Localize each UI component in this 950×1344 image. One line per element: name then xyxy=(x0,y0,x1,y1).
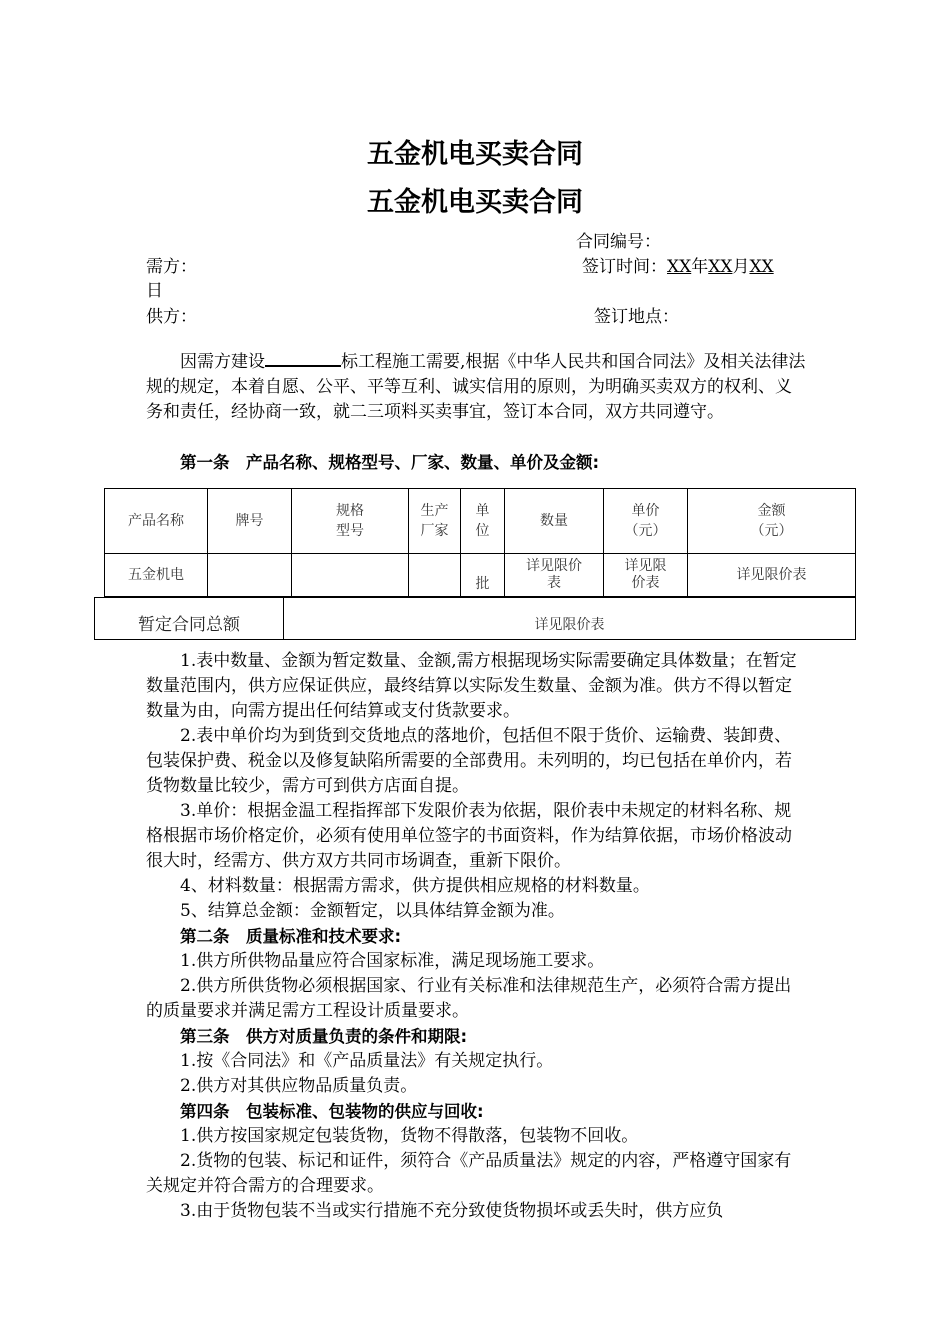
cell-amount: 详见限价表 xyxy=(688,554,856,597)
sign-day-label: 日 xyxy=(146,281,163,301)
note-item: 2.表中单价均为到货到交货地点的落地价，包括但不限于货价、运输费、装卸费、包装保护费、税金以及修复缺陷所需要的全部费用。未列明的，均已包括在单价内，若货物数量比较少，需方可到供方店面自提。 xyxy=(146,726,792,796)
price-cell-line-2: 价表 xyxy=(631,575,660,591)
amount-line-1: 金额 xyxy=(757,503,786,519)
document-subtitle: 五金机电买卖合同 xyxy=(367,187,583,218)
buyer-label: 需方： xyxy=(146,257,197,277)
col-header-qty: 数量 xyxy=(505,489,604,554)
sign-place-label: 签订地点： xyxy=(594,307,679,327)
cell-spec xyxy=(292,554,409,597)
article-4-item: 1.供方按国家规定包装货物，货物不得散落，包装物不回收。 xyxy=(180,1126,639,1146)
total-table xyxy=(94,597,856,640)
sign-day-value: XX xyxy=(749,257,774,277)
article-2-heading: 第二条 质量标准和技术要求: xyxy=(180,927,402,946)
spec-line-2: 型号 xyxy=(336,523,364,539)
sign-time xyxy=(582,252,774,277)
maker-line-1: 生产 xyxy=(420,503,449,519)
article-2-item: 1.供方所供物品量应符合国家标准，满足现场施工要求。 xyxy=(180,951,605,971)
cell-name: 五金机电 xyxy=(105,554,208,597)
table-row xyxy=(105,554,856,597)
sign-year-value: XX xyxy=(667,257,692,277)
article-3-item: 1.按《合同法》和《产品质量法》有关规定执行。 xyxy=(180,1051,554,1071)
table-header-row xyxy=(105,489,856,554)
col-header-price xyxy=(604,489,688,554)
unit-line-1: 单 xyxy=(475,503,490,519)
col-header-spec xyxy=(292,489,409,554)
article-3-heading: 第三条 供方对质量负责的条件和期限: xyxy=(180,1027,468,1046)
cell-qty xyxy=(505,554,604,597)
document-title: 五金机电买卖合同 xyxy=(367,139,583,170)
note-item: 1.表中数量、金额为暂定数量、金额,需方根据现场实际需要确定具体数量；在暂定数量范围内，供方应保证供应，最终结算以实际发生数量、金额为准。供方不得以暂定数量为由，向需方提出任何结算或支付货款要求。 xyxy=(146,651,797,721)
notes-section xyxy=(146,649,806,1224)
col-header-brand: 牌号 xyxy=(208,489,292,554)
project-name-blank xyxy=(265,349,341,367)
article-4-heading: 第四条 包装标准、包装物的供应与回收: xyxy=(180,1102,484,1121)
cell-brand xyxy=(208,554,292,597)
article-4-item: 2.货物的包装、标记和证件，须符合《产品质量法》规定的内容，严格遵守国家有关规定并符合需方的合理要求。 xyxy=(146,1151,792,1196)
total-row xyxy=(95,598,856,640)
total-label: 暂定合同总额 xyxy=(95,598,284,640)
maker-line-2: 厂家 xyxy=(420,523,449,539)
contract-number-label: 合同编号： xyxy=(576,232,661,252)
article-1-heading: 第一条 产品名称、规格型号、厂家、数量、单价及金额: xyxy=(180,453,600,472)
qty-line-1: 详见限价 xyxy=(526,558,582,574)
seller-label: 供方： xyxy=(146,307,197,327)
sign-time-label: 签订时间： xyxy=(582,257,667,277)
amount-line-2: （元） xyxy=(750,523,793,539)
total-value: 详见限价表 xyxy=(284,598,856,640)
unit-line-2: 位 xyxy=(475,523,490,539)
col-header-unit xyxy=(461,489,505,554)
sign-month-value: XX xyxy=(708,257,733,277)
col-header-amount xyxy=(688,489,856,554)
spec-line-1: 规格 xyxy=(336,503,364,519)
price-line-2: （元） xyxy=(624,523,667,539)
price-line-1: 单价 xyxy=(631,503,660,519)
qty-line-2: 表 xyxy=(547,575,561,591)
article-2-item: 2.供方所供货物必须根据国家、行业有关标准和法律规范生产，必须符合需方提出的质量要求并满足需方工程设计质量要求。 xyxy=(146,976,792,1021)
intro-paragraph xyxy=(146,349,806,425)
note-item: 3.单价：根据金温工程指挥部下发限价表为依据，限价表中未规定的材料名称、规格根据市场价格定价，必须有使用单位签字的书面资料，作为结算依据，市场价格波动很大时，经需方、供方双方共同市场调查，重新下限价。 xyxy=(146,801,792,871)
product-table xyxy=(104,488,856,597)
col-header-maker xyxy=(409,489,461,554)
cell-maker xyxy=(409,554,461,597)
price-cell-line-1: 详见限 xyxy=(624,558,667,574)
col-header-name: 产品名称 xyxy=(105,489,208,554)
intro-text-rest: 标工程施工需要,根据《中华人民共和国合同法》及相关法律法规的规定，本着自愿、公平、平等互利、诚实信用的原则，为明确买卖双方的权利、义务和责任，经协商一致，就二三项料买卖事宜，签订本合同，双方共同遵守。 xyxy=(146,352,806,422)
cell-price xyxy=(604,554,688,597)
note-item: 4、材料数量：根据需方需求，供方提供相应规格的材料数量。 xyxy=(180,876,650,896)
sign-month-label: 月 xyxy=(732,257,750,277)
note-item: 5、结算总金额：金额暂定，以具体结算金额为准。 xyxy=(180,901,565,921)
article-3-item: 2.供方对其供应物品质量负责。 xyxy=(180,1076,418,1096)
article-4-item: 3.由于货物包装不当或实行措施不充分致使货物损坏或丢失时，供方应负 xyxy=(180,1201,724,1221)
sign-year-label: 年 xyxy=(691,257,709,277)
cell-unit: 批 xyxy=(461,554,505,597)
intro-text-start: 因需方建设 xyxy=(180,352,265,372)
